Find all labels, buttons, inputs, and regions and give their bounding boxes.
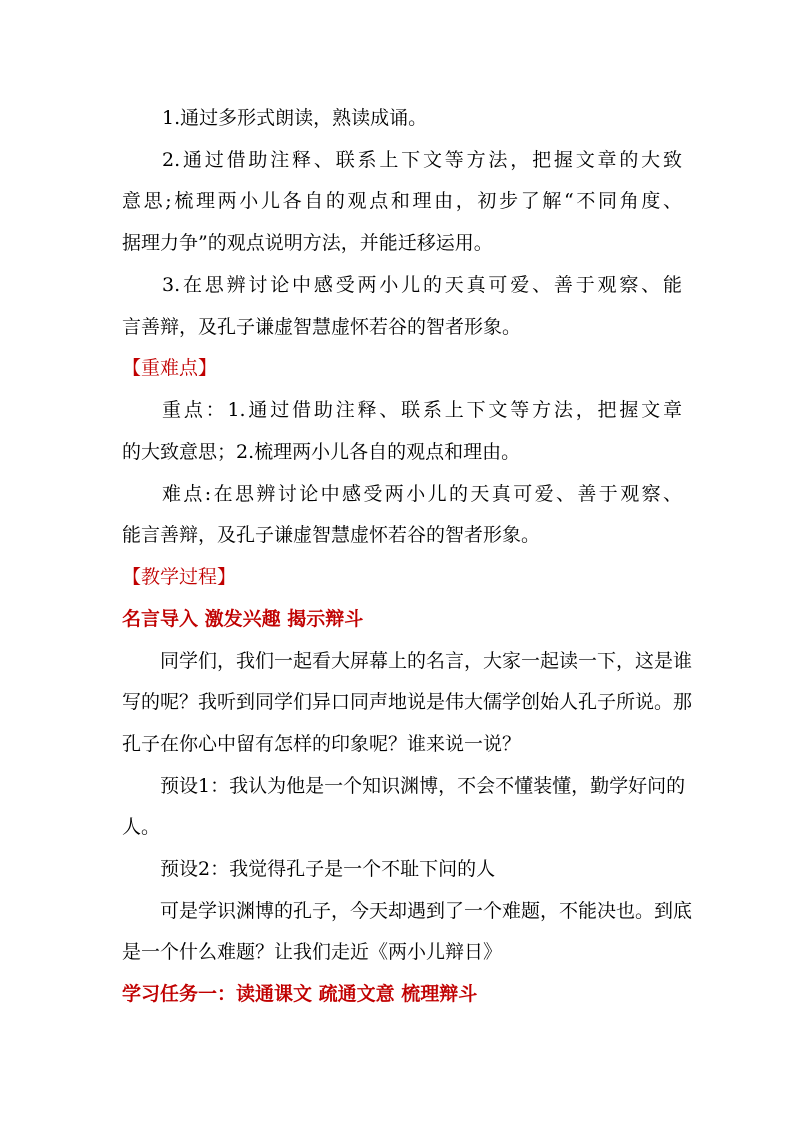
preset-1-line-2: 人。: [122, 816, 161, 838]
goal-item-2-line-1: 2.通过借助注释、联系上下文等方法，把握文章的大致: [162, 149, 682, 171]
section-1-title: 名言导入 激发兴趣 揭示辩斗: [122, 608, 364, 630]
difficulty-line-2: 能言善辩，及孔子谦虚智慧虚怀若谷的智者形象。: [122, 524, 541, 546]
preset-2: 预设2：我觉得孔子是一个不耻下问的人: [160, 858, 496, 880]
difficulty-line-1: 难点:在思辨讨论中感受两小儿的天真可爱、善于观察、: [162, 483, 682, 505]
intro-line-1: 同学们，我们一起看大屏幕上的名言，大家一起读一下，这是谁: [160, 650, 693, 672]
goal-item-3-line-1: 3.在思辨讨论中感受两小儿的天真可爱、善于观察、能: [162, 274, 682, 296]
transition-line-1: 可是学识渊博的孔子，今天却遇到了一个难题，不能决也。到底: [160, 900, 693, 922]
focus-line-2: 的大致意思；2.梳理两小儿各自的观点和理由。: [122, 441, 521, 463]
intro-line-2: 写的呢？我听到同学们异口同声地说是伟大儒学创始人孔子所说。那: [122, 691, 693, 713]
goal-item-2-line-2: 意思;梳理两小儿各自的观点和理由，初步了解“不同角度、: [122, 190, 682, 212]
section-2-title: 学习任务一：读通课文 疏通文意 梳理辩斗: [122, 983, 478, 1005]
process-heading: 【教学过程】: [122, 566, 237, 588]
goal-item-3-line-2: 言善辩，及孔子谦虚智慧虚怀若谷的智者形象。: [122, 316, 522, 338]
goal-item-1: 1.通过多形式朗读，熟读成诵。: [162, 107, 428, 129]
key-points-heading: 【重难点】: [122, 357, 218, 379]
focus-line-1: 重点：1.通过借助注释、联系上下文等方法，把握文章: [162, 399, 682, 421]
intro-line-3: 孔子在你心中留有怎样的印象呢？谁来说一说？: [122, 733, 522, 755]
transition-line-2: 是一个什么难题？让我们走近《两小儿辩日》: [122, 941, 503, 963]
preset-1-line-1: 预设1：我认为他是一个知识渊博，不会不懂装懂，勤学好问的: [160, 775, 686, 797]
goal-item-2-line-3: 据理力争”的观点说明方法，并能迁移运用。: [122, 232, 493, 254]
